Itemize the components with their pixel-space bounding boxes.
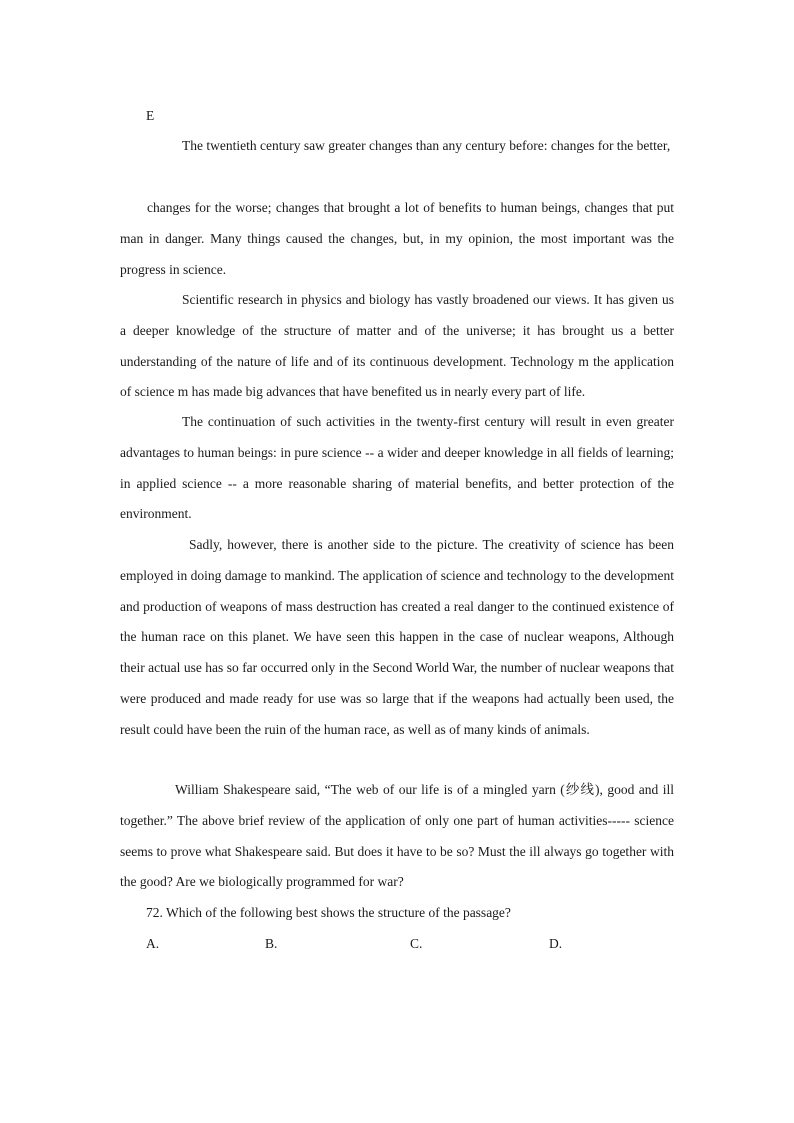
section-label: E [146, 108, 155, 123]
paragraph-1-opening: The twentieth century saw greater changes than any century before: changes for the better, [182, 138, 671, 153]
option-b: B. [265, 936, 278, 951]
option-c: C. [410, 936, 423, 951]
option-a: A. [146, 936, 160, 951]
paragraph-2: Scientific research in physics and biology has vastly broadened our views. It has given us a deeper knowledge of the structure of matter and of the universe; it has brought us a better understanding of the nature of life and of its continuous development. Technology m the application of science m has made big advances that have benefited us in nearly every part of life. [120, 292, 674, 400]
paragraph-3: The continuation of such activities in the twenty-first century will result in even greater advantages to human beings: in pure science -- a wider and deeper knowledge in all fields of learning; in applied science -- a more reasonable sharing of material benefits, and better protection of the environment. [120, 414, 674, 522]
paragraph-1-continuation: changes for the worse; changes that brought a lot of benefits to human beings, changes that put man in danger. Many things caused the changes, but, in my opinion, the most important was the progress in science. [120, 200, 674, 277]
question-72: 72. Which of the following best shows the structure of the passage? [146, 905, 511, 920]
paragraph-5: William Shakespeare said, “The web of our life is of a mingled yarn (纱线), good and ill together.” The above brief review of the application of only one part of human activities----- science seems to prove what Shakespeare said. But does it have to be so? Must the ill always go together with the good? Are we biologically programmed for war? [120, 782, 674, 890]
paragraph-4: Sadly, however, there is another side to the picture. The creativity of science has been employed in doing damage to mankind. The application of science and technology to the development and production of weapons of mass destruction has created a real danger to the continued existence of the human race on this planet. We have seen this happen in the case of nuclear weapons, Although their actual use has so far occurred only in the Second World War, the number of nuclear weapons that were produced and made ready for use was so large that if the weapons had actually been used, the result could have been the ruin of the human race, as well as of many kinds of animals. [120, 537, 674, 737]
option-d: D. [549, 936, 563, 951]
